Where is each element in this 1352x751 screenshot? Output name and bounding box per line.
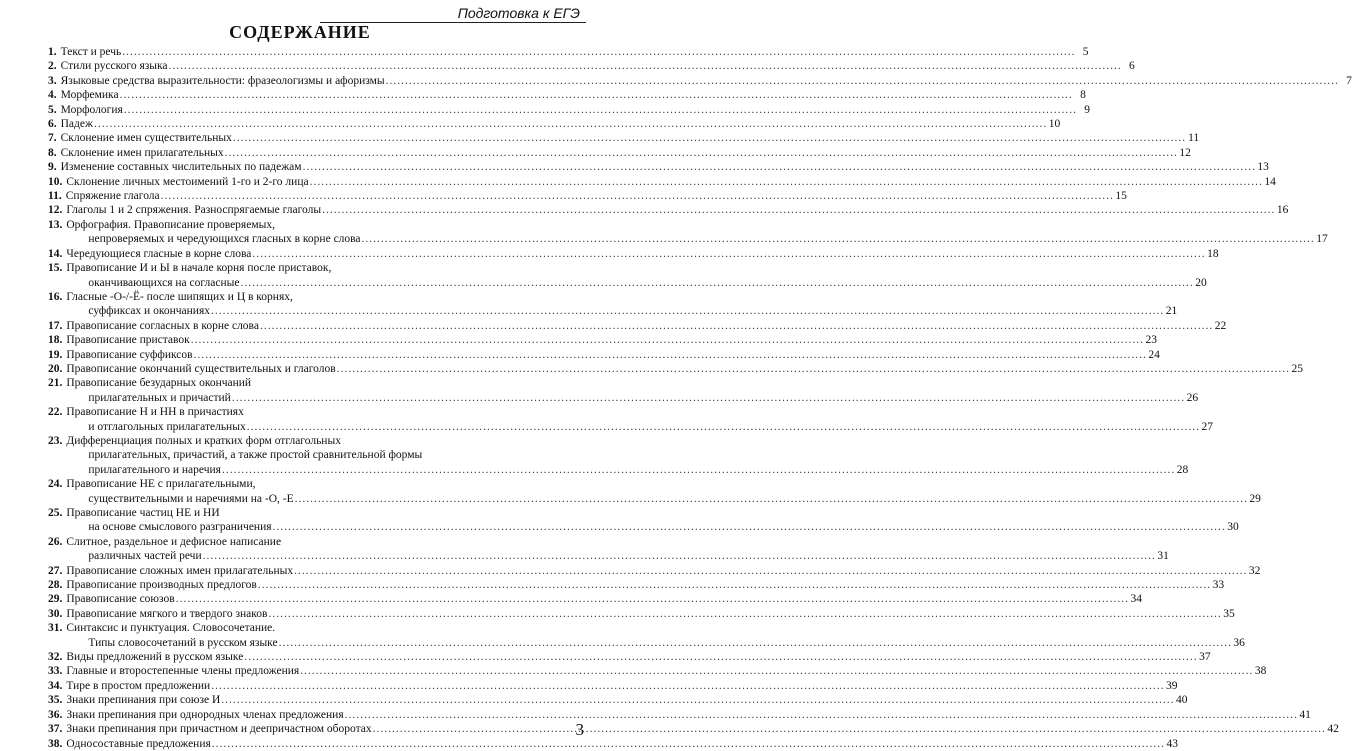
toc-entry-page: 28 xyxy=(1176,463,1189,476)
toc-entry xyxy=(48,45,1089,59)
toc-entry xyxy=(48,74,1352,88)
dot-leader xyxy=(211,737,1166,751)
toc-entry-line xyxy=(66,492,1261,506)
toc-entry-line xyxy=(60,59,1135,73)
toc-entry xyxy=(48,189,1127,203)
toc-entry-line xyxy=(66,333,1157,347)
toc-entry-page: 39 xyxy=(1165,679,1178,692)
toc-entry-title: Склонение личных местоимений 1-го и 2-го лица xyxy=(66,175,309,188)
toc-entry-number: 32. xyxy=(48,651,63,664)
toc-entry-line xyxy=(66,621,528,635)
toc-entry-page: 18 xyxy=(1207,247,1219,260)
toc-entry-page: 6 xyxy=(1129,60,1135,73)
dot-leader xyxy=(220,693,1175,707)
toc-entry-line xyxy=(66,261,528,275)
toc-entry-body xyxy=(60,117,1061,131)
toc-entry-page: 13 xyxy=(1257,161,1269,174)
toc-entry-title: Правописание Н и НН в причастиях xyxy=(66,406,244,419)
dot-leader xyxy=(309,175,1264,189)
toc-entry-body xyxy=(66,708,1311,722)
toc-entry-line xyxy=(66,549,1169,563)
toc-entry-line xyxy=(66,520,1239,534)
toc-entry-body xyxy=(66,737,1179,751)
toc-entry xyxy=(48,607,1235,621)
toc-entry-line xyxy=(66,448,528,462)
toc-entry xyxy=(48,564,1261,578)
toc-entry-line xyxy=(66,592,1142,606)
toc-entry-title: Знаки препинания при союзе И xyxy=(66,694,221,707)
toc-entry xyxy=(48,348,1160,362)
toc-entry-title: прилагательного и наречия xyxy=(88,463,221,476)
toc-entry-body xyxy=(66,506,1239,535)
toc-entry-line xyxy=(60,103,1091,117)
toc-entry-line xyxy=(66,290,528,304)
toc-entry xyxy=(48,290,1178,319)
toc-entry xyxy=(48,650,1211,664)
toc-entry xyxy=(48,592,1142,606)
dot-leader xyxy=(121,45,1076,59)
toc-entry xyxy=(48,708,1311,722)
toc-entry-line xyxy=(66,607,1235,621)
toc-entry-number: 3. xyxy=(48,74,57,87)
dot-leader xyxy=(385,74,1340,88)
toc-entry-title: Слитное, раздельное и дефисное написание xyxy=(66,535,282,548)
toc-entry-title: Падеж xyxy=(60,118,93,131)
toc-entry-title: Правописание частиц НЕ и НИ xyxy=(66,507,220,519)
toc-entry-title: Виды предложений в русском языке xyxy=(66,651,244,664)
dot-leader xyxy=(321,203,1276,217)
toc-entry-page: 21 xyxy=(1165,305,1178,318)
toc-entry-body xyxy=(60,146,1191,160)
toc-entry-body xyxy=(66,362,1303,376)
toc-entry-page: 16 xyxy=(1276,204,1289,217)
toc-entry-page: 11 xyxy=(1188,132,1200,145)
toc-entry-number: 29. xyxy=(48,593,63,606)
toc-entry xyxy=(48,693,1188,707)
toc-entry-line xyxy=(66,650,1211,664)
dot-leader xyxy=(257,578,1212,592)
toc-entry xyxy=(48,218,1328,247)
toc-entry xyxy=(48,578,1225,592)
toc-entry-number: 13. xyxy=(48,218,63,231)
toc-entry-line xyxy=(66,175,1276,189)
toc-entry-title: непроверяемых и чередующихся гласных в корне слова xyxy=(88,233,361,246)
toc-entry-title: Глаголы 1 и 2 спряжения. Разноспрягаемые глаголы xyxy=(66,204,322,217)
toc-entry-body xyxy=(66,621,1245,650)
dot-leader xyxy=(119,88,1074,102)
toc-entry-body xyxy=(66,218,1328,247)
toc-entry-line xyxy=(66,376,528,390)
toc-entry-title: Текст и речь xyxy=(60,46,122,58)
dot-leader xyxy=(193,348,1148,362)
toc-entry-line xyxy=(66,362,1303,376)
toc-entry-page: 35 xyxy=(1223,607,1235,620)
toc-entry-title: Склонение имен прилагательных xyxy=(60,146,224,159)
toc-entry xyxy=(48,679,1178,693)
dot-leader xyxy=(278,636,1233,650)
toc-entry-title: Языковые средства выразительности: фразеологизмы и афоризмы xyxy=(60,74,385,87)
toc-entry-body xyxy=(60,59,1135,73)
toc-entry-page: 38 xyxy=(1254,665,1267,678)
toc-entry xyxy=(48,405,1213,434)
toc-entry-body xyxy=(60,131,1200,145)
toc-entry-page: 26 xyxy=(1186,391,1199,404)
toc-entry-title: Чередующиеся гласные в корне слова xyxy=(66,247,252,260)
toc-entry xyxy=(48,434,1189,477)
toc-entry-body xyxy=(66,592,1142,606)
toc-entry-title: существительными и наречиями на -О, -Е xyxy=(88,492,294,505)
dot-leader xyxy=(293,564,1248,578)
toc-entry-body xyxy=(66,564,1261,578)
toc-entry-line xyxy=(60,131,1200,145)
toc-entry-title: Правописание сложных имен прилагательных xyxy=(66,564,294,577)
toc-entry-line xyxy=(66,722,1339,736)
toc-entry-number: 19. xyxy=(48,348,63,361)
toc-entry-title: Правописание И и Ы в начале корня после приставок, xyxy=(66,262,332,275)
toc-entry xyxy=(48,103,1091,117)
dot-leader xyxy=(168,59,1123,73)
dot-leader xyxy=(336,362,1291,376)
toc-entry xyxy=(48,535,1169,564)
toc-entry-line xyxy=(66,564,1261,578)
toc-entry-title: Правописание приставок xyxy=(66,334,190,347)
toc-entry-page: 37 xyxy=(1199,651,1211,664)
dot-leader xyxy=(251,247,1206,261)
toc-entry-title: Спряжение глагола xyxy=(65,190,160,203)
toc-entry-title: Знаки препинания при причастном и деепричастном оборотах xyxy=(66,723,372,736)
toc-entry-line xyxy=(66,708,1311,722)
toc-entry xyxy=(48,146,1191,160)
dot-leader xyxy=(246,420,1201,434)
toc-entry-body xyxy=(60,88,1086,102)
toc-entry-number: 22. xyxy=(48,406,63,419)
toc-entry-page: 42 xyxy=(1327,723,1339,736)
toc-entry-line xyxy=(66,203,1289,217)
toc-entry-number: 2. xyxy=(48,60,57,73)
toc-entry-page: 24 xyxy=(1148,348,1160,361)
toc-entry-title: Правописание суффиксов xyxy=(66,348,193,361)
toc-entry-number: 25. xyxy=(48,507,63,519)
toc-entry-title: Гласные -О-/-Ё- после шипящих и Ц в корнях, xyxy=(66,290,293,303)
toc-entry xyxy=(48,175,1276,189)
toc-entry-title: прилагательных и причастий xyxy=(88,391,231,404)
dot-leader xyxy=(344,708,1299,722)
toc-entry-page: 25 xyxy=(1291,362,1303,375)
toc-entry-page: 12 xyxy=(1179,146,1191,159)
toc-entry-title: Стили русского языка xyxy=(60,60,168,73)
toc-entry xyxy=(48,722,1339,736)
toc-entry-line xyxy=(66,535,528,549)
toc-entry-page: 33 xyxy=(1212,579,1225,592)
toc-entry-title: Дифференциация полных и кратких форм отглагольных xyxy=(66,434,341,447)
toc-entry-body xyxy=(60,74,1352,88)
toc-entry-page: 30 xyxy=(1227,521,1239,534)
toc-entry-title: Склонение имен существительных xyxy=(60,132,232,145)
toc-entry-line xyxy=(66,391,1199,405)
toc-entry xyxy=(48,160,1269,174)
toc-entry-number: 15. xyxy=(48,262,63,275)
toc-entry-body xyxy=(66,679,1178,693)
toc-entry-line xyxy=(66,218,528,232)
toc-entry-number: 1. xyxy=(48,46,57,58)
toc-entry-title: суффиксах и окончаниях xyxy=(88,305,210,318)
toc-entry-number: 38. xyxy=(48,737,63,750)
toc-entry-page: 22 xyxy=(1214,319,1227,332)
toc-entry-body xyxy=(66,607,1235,621)
dot-leader xyxy=(272,520,1227,534)
toc-entry xyxy=(48,333,1157,347)
toc-entry-line xyxy=(66,434,528,448)
dot-leader xyxy=(372,722,1327,736)
toc-entry-page: 27 xyxy=(1201,420,1213,433)
toc-entry-number: 21. xyxy=(48,377,63,390)
toc-entry-number: 6. xyxy=(48,118,57,131)
page-number: 3 xyxy=(575,720,584,739)
dot-leader xyxy=(239,276,1194,290)
toc-entry-body xyxy=(66,722,1339,736)
toc-entry-page: 9 xyxy=(1084,103,1091,116)
toc-entry xyxy=(48,664,1267,678)
toc-entry xyxy=(48,131,1200,145)
toc-entry-number: 23. xyxy=(48,434,63,447)
dot-leader xyxy=(224,146,1179,160)
toc-entry-page: 20 xyxy=(1195,276,1207,289)
toc-entry-number: 28. xyxy=(48,579,63,592)
table-of-contents xyxy=(48,45,1352,751)
toc-entry-body xyxy=(60,103,1091,117)
toc-entry-number: 37. xyxy=(48,723,63,736)
toc-entry xyxy=(48,88,1086,102)
toc-entry-number: 7. xyxy=(48,132,57,145)
toc-entry-page: 23 xyxy=(1145,334,1157,347)
dot-leader xyxy=(123,103,1078,117)
toc-entry-number: 18. xyxy=(48,334,63,347)
toc-entry-number: 30. xyxy=(48,607,63,620)
toc-entry-line xyxy=(66,405,528,419)
toc-entry-body xyxy=(66,203,1289,217)
toc-entry-number: 5. xyxy=(48,103,57,116)
toc-entry-number: 31. xyxy=(48,622,63,635)
toc-entry-body xyxy=(66,578,1225,592)
toc-entry-body xyxy=(60,160,1269,174)
toc-entry-body xyxy=(66,376,1199,405)
toc-entry-line xyxy=(66,420,1213,434)
toc-entry xyxy=(48,376,1199,405)
toc-entry-line xyxy=(66,578,1225,592)
toc-entry-line xyxy=(66,737,1179,751)
toc-entry-body xyxy=(60,45,1089,59)
toc-entry-number: 9. xyxy=(48,161,57,174)
toc-entry-number: 12. xyxy=(48,204,63,217)
toc-entry-page: 43 xyxy=(1166,737,1179,750)
toc-entry-line xyxy=(60,88,1086,102)
toc-entry-number: 8. xyxy=(48,146,57,159)
toc-entry-title: Односоставные предложения xyxy=(66,737,211,750)
toc-entry-number: 35. xyxy=(48,694,63,707)
toc-entry-title: оканчивающихся на согласные xyxy=(88,276,240,289)
toc-entry-body xyxy=(66,434,1189,477)
toc-entry-title: Правописание союзов xyxy=(66,593,175,606)
dot-leader xyxy=(232,131,1187,145)
toc-entry xyxy=(48,319,1227,333)
toc-entry-title: Правописание мягкого и твердого знаков xyxy=(66,607,268,620)
toc-entry xyxy=(48,59,1135,73)
toc-entry xyxy=(48,737,1179,751)
toc-entry-line xyxy=(66,348,1160,362)
toc-entry xyxy=(48,477,1261,506)
toc-entry-page: 5 xyxy=(1082,46,1089,58)
toc-entry-number: 11. xyxy=(48,190,62,203)
toc-entry-page: 41 xyxy=(1299,708,1311,721)
toc-entry-number: 20. xyxy=(48,362,63,375)
toc-entry-line xyxy=(65,189,1127,203)
toc-entry-number: 16. xyxy=(48,290,63,303)
toc-entry-title: Правописание НЕ с прилагательными, xyxy=(66,478,256,491)
toc-entry xyxy=(48,506,1239,535)
toc-entry-line xyxy=(66,664,1267,678)
toc-entry-number: 26. xyxy=(48,535,63,548)
toc-entry-line xyxy=(60,160,1269,174)
dot-leader xyxy=(210,679,1165,693)
toc-entry-line xyxy=(60,146,1191,160)
toc-entry-title: прилагательных, причастий, а также простой сравнительной формы xyxy=(88,449,423,462)
dot-leader xyxy=(190,333,1145,347)
dot-leader xyxy=(93,117,1048,131)
toc-entry-page: 34 xyxy=(1130,593,1142,606)
toc-entry-number: 34. xyxy=(48,679,63,692)
toc-entry-title: различных частей речи xyxy=(88,550,202,563)
toc-entry-page: 36 xyxy=(1233,636,1245,649)
toc-entry xyxy=(48,203,1289,217)
toc-entry-title: Главные и второстепенные члены предложения xyxy=(66,665,300,678)
toc-entry-number: 36. xyxy=(48,708,63,721)
toc-entry-title: Изменение составных числительных по падежам xyxy=(60,161,302,174)
toc-entry-title: Правописание окончаний существительных и глаголов xyxy=(66,362,336,375)
toc-entry-body xyxy=(66,247,1219,261)
toc-entry-line xyxy=(66,636,1245,650)
toc-entry-title: и отглагольных прилагательных xyxy=(88,420,246,433)
toc-entry-body xyxy=(66,693,1188,707)
toc-entry-body xyxy=(66,290,1178,319)
toc-entry-title: Морфемика xyxy=(60,89,119,102)
dot-leader xyxy=(302,160,1257,174)
toc-entry-number: 33. xyxy=(48,665,63,678)
toc-entry-body xyxy=(66,319,1227,333)
toc-entry xyxy=(48,621,1245,650)
toc-entry-body xyxy=(66,261,1207,290)
toc-entry-page: 14 xyxy=(1264,175,1276,188)
toc-entry-page: 15 xyxy=(1115,190,1127,203)
toc-entry-page: 40 xyxy=(1176,694,1188,707)
toc-entry-title: Морфология xyxy=(60,103,123,116)
dot-leader xyxy=(231,391,1186,405)
toc-entry-number: 27. xyxy=(48,564,63,577)
toc-entry-body xyxy=(66,650,1211,664)
dot-leader xyxy=(299,664,1254,678)
page-title: СОДЕРЖАНИЕ xyxy=(229,22,371,42)
toc-entry-line xyxy=(60,117,1061,131)
toc-entry-title: Тире в простом предложении xyxy=(66,679,211,692)
toc-entry-page: 17 xyxy=(1316,233,1328,246)
toc-entry xyxy=(48,261,1207,290)
toc-entry-title: Синтаксис и пунктуация. Словосочетание. xyxy=(66,622,276,635)
toc-entry-page: 31 xyxy=(1157,550,1169,563)
dot-leader xyxy=(221,463,1176,477)
toc-entry-title: Знаки препинания при однородных членах предложения xyxy=(66,708,344,721)
toc-entry-number: 17. xyxy=(48,319,63,332)
toc-entry-title: Правописание производных предлогов xyxy=(66,579,257,592)
toc-entry-page: 10 xyxy=(1048,118,1061,131)
dot-leader xyxy=(259,319,1214,333)
toc-entry-line xyxy=(66,679,1178,693)
toc-entry-body xyxy=(66,333,1157,347)
toc-entry-line xyxy=(60,74,1352,88)
toc-entry-title: Орфография. Правописание проверяемых, xyxy=(66,218,275,231)
toc-entry-page: 7 xyxy=(1346,74,1352,87)
toc-entry-body xyxy=(66,175,1276,189)
toc-entry-line xyxy=(60,45,1089,59)
toc-entry xyxy=(48,247,1219,261)
toc-entry-page: 8 xyxy=(1080,89,1086,102)
toc-entry-title: Типы словосочетаний в русском языке xyxy=(88,636,278,649)
toc-entry-line xyxy=(66,693,1188,707)
dot-leader xyxy=(160,189,1115,203)
dot-leader xyxy=(267,607,1222,621)
toc-entry-number: 24. xyxy=(48,478,63,491)
dot-leader xyxy=(361,232,1316,246)
toc-entry-body xyxy=(66,477,1261,506)
dot-leader xyxy=(202,549,1157,563)
toc-entry-body xyxy=(66,664,1267,678)
toc-entry-title: на основе смыслового разграничения xyxy=(88,521,272,534)
toc-entry-page: 29 xyxy=(1249,492,1261,505)
toc-entry-line xyxy=(66,276,1207,290)
toc-entry-line xyxy=(66,232,1328,246)
toc-entry-body xyxy=(65,189,1127,203)
dot-leader xyxy=(210,304,1165,318)
toc-entry-body xyxy=(66,535,1169,564)
dot-leader xyxy=(294,492,1249,506)
toc-entry-line xyxy=(66,477,528,491)
dot-leader xyxy=(243,650,1198,664)
toc-entry-body xyxy=(66,405,1213,434)
toc-entry-line xyxy=(66,319,1227,333)
toc-entry xyxy=(48,362,1303,376)
toc-entry-title: Правописание безударных окончаний xyxy=(66,377,252,390)
toc-entry-body xyxy=(66,348,1160,362)
toc-entry-number: 10. xyxy=(48,175,63,188)
toc-entry-title: Правописание согласных в корне слова xyxy=(66,319,259,332)
toc-entry-number: 14. xyxy=(48,247,63,260)
dot-leader xyxy=(175,592,1130,606)
toc-entry-number: 4. xyxy=(48,89,57,102)
toc-entry xyxy=(48,117,1061,131)
toc-entry-line xyxy=(66,247,1219,261)
toc-entry-line xyxy=(66,463,1189,477)
toc-entry-line xyxy=(66,506,528,520)
toc-entry-line xyxy=(66,304,1178,318)
toc-entry-page: 32 xyxy=(1248,564,1261,577)
running-header: Подготовка к ЕГЭ xyxy=(320,4,586,23)
